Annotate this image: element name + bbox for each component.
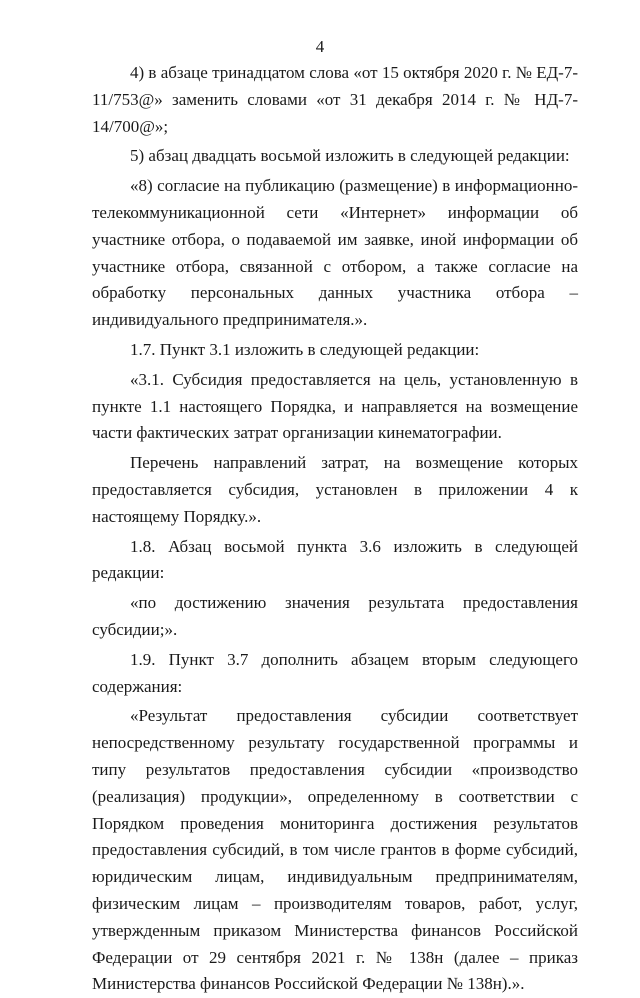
paragraph-cost-list: Перечень направлений затрат, на возмещение которых предоставляется субсидия, установлен в приложении 4 к настоящему Порядку.». <box>92 453 578 526</box>
paragraph-3-1-quote: «3.1. Субсидия предоставляется на цель, установленную в пункте 1.1 настоящего Порядка, и направляется на возмещение части фактических затрат организации кинематографии. <box>92 369 578 443</box>
page-number: 4 <box>315 37 325 56</box>
paragraph-1-7: 1.7. Пункт 3.1 изложить в следующей редакции: <box>130 339 480 359</box>
paragraph-consent-quote: «8) согласие на публикацию (размещение) в информационно-телекоммуникационной сети «Интернет» информации об участнике отбора, о подаваемой им заявке, иной информации об участнике отбора, связанной с отбором, а также согласие на обработку персональных данных участника отбора – индивидуального предпринимателя.». <box>92 176 578 330</box>
paragraph-item-4: 4) в абзаце тринадцатом слова «от 15 октября 2020 г. № ЕД-7-11/753@» заменить словами «от 31 декабря 2014 г. № НД-7-14/700@»; <box>92 63 578 136</box>
paragraph-item-5: 5) абзац двадцать восьмой изложить в следующей редакции: <box>130 146 570 166</box>
paragraph-3-6-quote: «по достижению значения результата предоставления субсидии;». <box>92 593 578 639</box>
paragraph-1-8: 1.8. Абзац восьмой пункта 3.6 изложить в следующей редакции: <box>92 536 578 583</box>
document-body <box>92 60 578 998</box>
paragraph-1-9: 1.9. Пункт 3.7 дополнить абзацем вторым следующего содержания: <box>92 649 578 696</box>
paragraph-result-quote: «Результат предоставления субсидии соответствует непосредственному результату государственной программы и типу результатов предоставления субсидии «производство (реализация) продукции», определенному в соответствии с Порядком проведения мониторинга достижения результатов предоставления субсидий, в том числе грантов в форме субсидий, юридическим лицам, индивидуальным предпринимателям, физическим лицам – производителям товаров, работ, услуг, утвержденным приказом Министерства финансов Российской Федерации от 29 сентября 2021 г. № 138н (далее – приказ Министерства финансов Российской Федерации № 138н).». <box>92 706 578 994</box>
